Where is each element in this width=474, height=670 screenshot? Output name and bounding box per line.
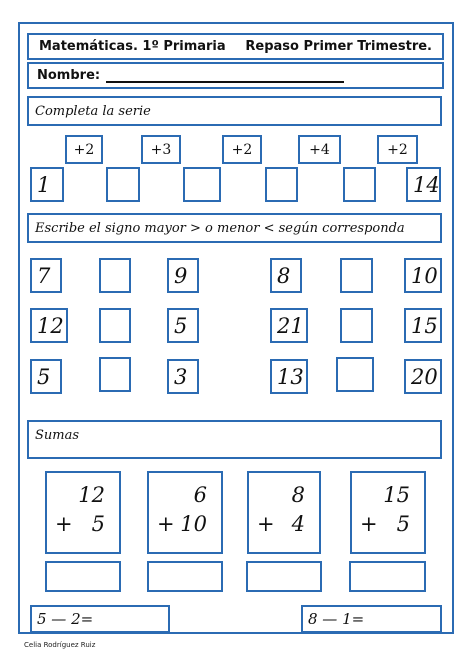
subtraction-box[interactable] [301,605,442,633]
series-step [377,135,418,164]
sum-problem [350,471,426,554]
sum-answer-box[interactable] [349,561,426,592]
sum-problem [247,471,321,554]
sum-addend-a: 6 [193,483,207,507]
compare-number [404,258,442,293]
series-step [222,135,262,164]
series-step-label: +2 [387,141,408,158]
name-label: Nombre: [37,68,101,83]
series-instruction-text: Completa la serie [35,103,151,119]
plus-sign: + [157,512,175,536]
compare-number [270,308,308,343]
compare-sign-box[interactable] [336,357,374,392]
sum-addend-a: 15 [383,483,410,507]
series-step [141,135,181,164]
compare-number [404,359,442,394]
header-bar [27,33,444,60]
name-row [27,62,444,89]
compare-value: 9 [174,263,188,288]
compare-number [30,258,62,293]
compare-number [167,308,199,343]
name-field[interactable] [106,69,344,83]
compare-sign-box[interactable] [99,357,131,392]
compare-number [167,359,199,394]
compare-instruction [27,213,442,243]
compare-sign-box[interactable] [99,258,131,293]
subtraction-box[interactable] [30,605,170,633]
plus-sign: + [257,512,275,536]
series-step-label: +2 [231,141,253,158]
compare-sign-box[interactable] [340,258,373,293]
plus-sign: + [360,512,378,536]
subtraction-text: 5 — 2= [37,610,94,628]
series-step-label: +3 [150,141,172,158]
series-answer-box[interactable] [265,167,298,202]
series-answer-box[interactable] [106,167,140,202]
sum-addend-b: 5 [396,512,410,536]
compare-value: 5 [174,313,188,338]
sum-addend-b: 5 [91,512,105,536]
series-end-value: 14 [413,172,440,197]
series-end-box [406,167,441,202]
series-step [298,135,341,164]
compare-value: 10 [411,263,438,288]
compare-sign-box[interactable] [340,308,373,343]
compare-value: 8 [277,263,291,288]
sum-problem [45,471,121,554]
sum-answer-box[interactable] [45,561,121,592]
series-step-label: +4 [309,141,330,158]
sums-instruction [27,420,442,459]
compare-value: 20 [411,364,438,389]
compare-value: 12 [37,313,64,338]
plus-sign: + [55,512,73,536]
series-step [65,135,103,164]
sum-answer-box[interactable] [246,561,322,592]
sums-instruction-text: Sumas [35,428,80,443]
series-start-value: 1 [37,172,51,197]
author-credit: Celia Rodríguez Ruiz [24,641,96,649]
compare-value: 7 [37,263,51,288]
compare-value: 5 [37,364,51,389]
compare-number [167,258,199,293]
series-start-box [30,167,64,202]
compare-number [270,359,308,394]
sum-addend-b: 4 [291,512,305,536]
subtraction-text: 8 — 1= [308,610,365,628]
compare-number [404,308,442,343]
worksheet-title: Matemáticas. 1º Primaria [39,39,226,54]
worksheet-subtitle: Repaso Primer Trimestre. [245,39,432,54]
compare-sign-box[interactable] [99,308,131,343]
compare-value: 3 [174,364,188,389]
sum-answer-box[interactable] [147,561,223,592]
series-instruction [27,96,442,126]
series-answer-box[interactable] [183,167,221,202]
series-answer-box[interactable] [343,167,376,202]
sum-addend-b: 10 [180,512,207,536]
compare-value: 21 [277,313,304,338]
compare-value: 13 [277,364,304,389]
compare-value: 15 [411,313,438,338]
compare-number [270,258,302,293]
sum-addend-a: 12 [78,483,105,507]
sum-addend-a: 8 [291,483,305,507]
compare-number [30,359,62,394]
compare-instruction-text: Escribe el signo mayor > o menor < según corresponda [35,220,405,236]
series-step-label: +2 [73,141,95,158]
compare-number [30,308,68,343]
sum-problem [147,471,223,554]
